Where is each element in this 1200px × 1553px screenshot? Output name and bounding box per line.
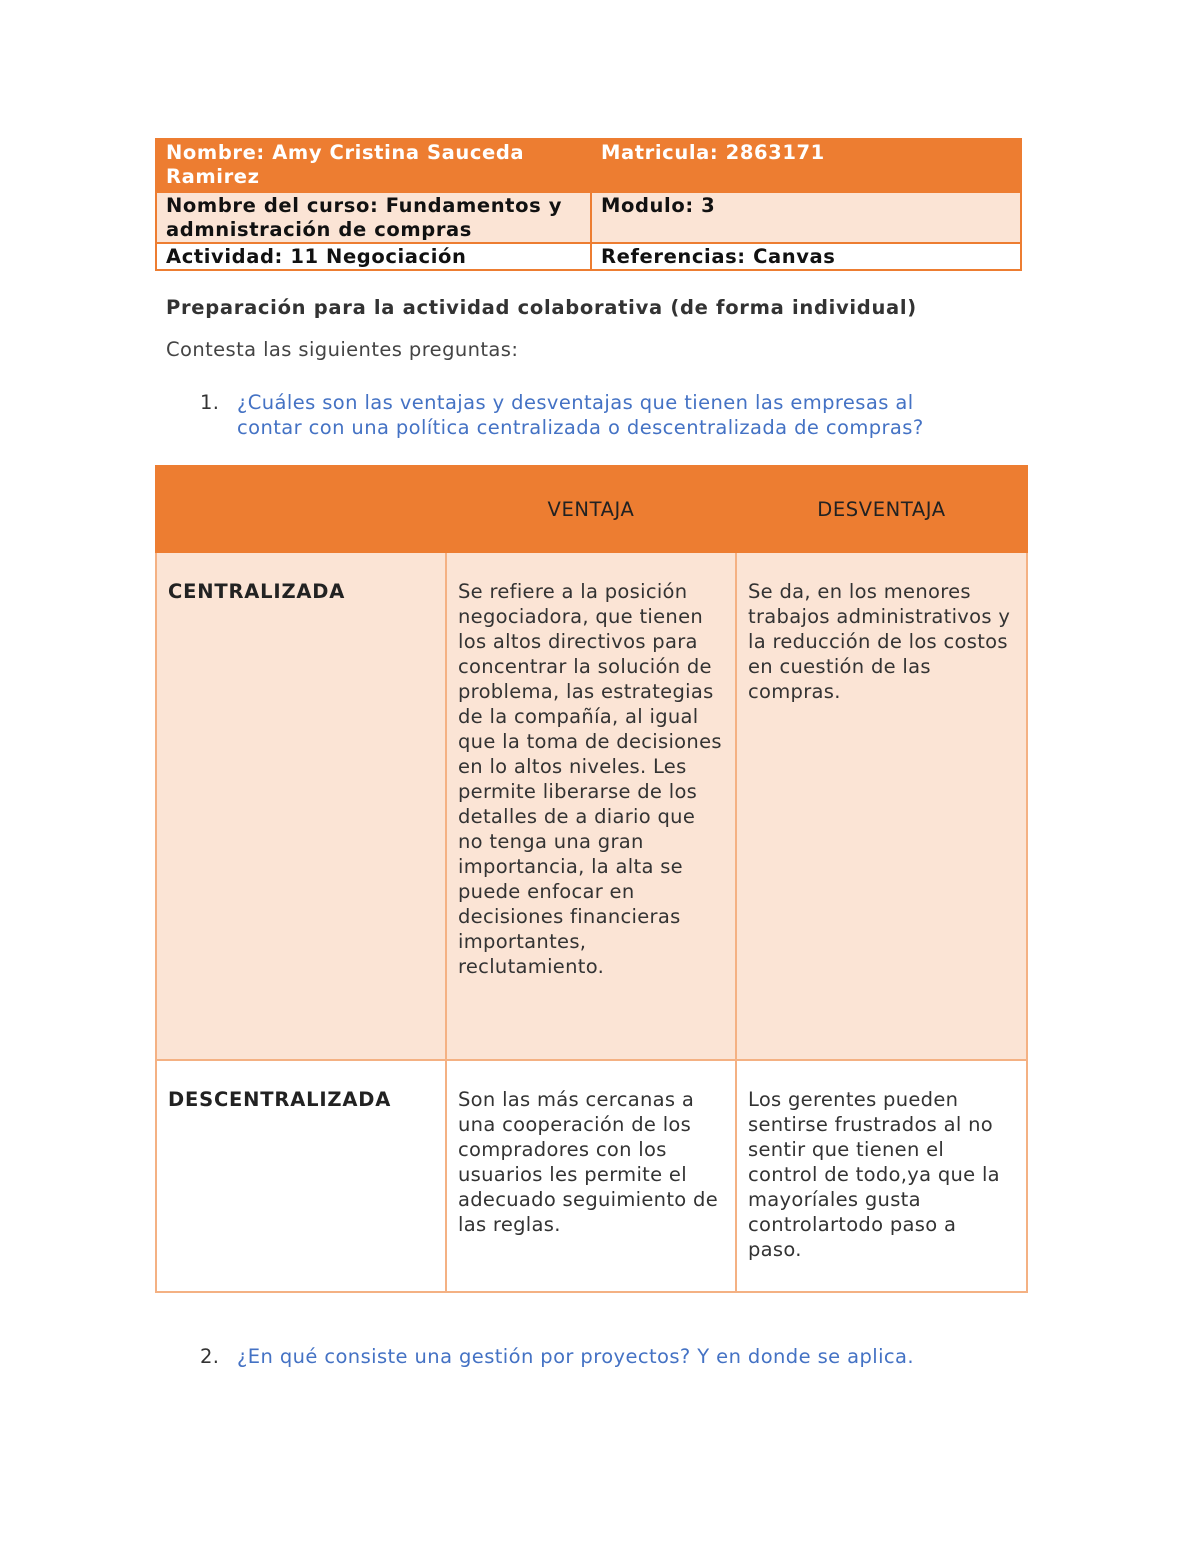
instructions-text: Contesta las siguientes preguntas: xyxy=(166,338,519,361)
info-row xyxy=(156,243,1021,270)
comparison-table xyxy=(155,465,1028,1293)
question-text: ¿Cuáles son las ventajas y desventajas que tienen las empresas al contar con una política centralizada o descentralizada de compras? xyxy=(237,391,924,439)
question-1 xyxy=(200,390,977,440)
references: Referencias: Canvas xyxy=(591,243,1021,270)
question-2 xyxy=(200,1344,977,1369)
row-label-descentralizada: DESCENTRALIZADA xyxy=(156,1060,446,1292)
table-row xyxy=(156,552,1027,1060)
course-name: Nombre del curso: Fundamentos y admnistración de compras xyxy=(156,192,591,243)
header-ventaja: VENTAJA xyxy=(446,466,736,552)
table-header-row xyxy=(156,466,1027,552)
activity-name: Actividad: 11 Negociación xyxy=(156,243,591,270)
row-label-centralizada: CENTRALIZADA xyxy=(156,552,446,1060)
student-name: Nombre: Amy Cristina Sauceda Ramirez xyxy=(156,139,591,192)
info-row xyxy=(156,139,1021,192)
module-number: Modulo: 3 xyxy=(591,192,1021,243)
question-text: ¿En qué consiste una gestión por proyectos? Y en donde se aplica. xyxy=(237,1345,914,1368)
header-desventaja: DESVENTAJA xyxy=(736,466,1027,552)
question-number: 1. xyxy=(200,391,220,414)
cell-ventaja: Se refiere a la posición negociadora, que tienen los altos directivos para concentrar la solución de problema, las estrategias de la compañía, al igual que la toma de decisiones en lo altos niveles. Les permite liberarse de los detalles de a diario que no tenga una gran importancia, la alta se puede enfocar en decisiones financieras importantes, reclutamiento. xyxy=(446,552,736,1060)
table-row xyxy=(156,1060,1027,1292)
section-title: Preparación para la actividad colaborativa (de forma individual) xyxy=(166,296,917,319)
cell-desventaja: Se da, en los menores trabajos administrativos y la reducción de los costos en cuestión de las compras. xyxy=(736,552,1027,1060)
cell-desventaja: Los gerentes pueden sentirse frustrados al no sentir que tienen el control de todo,ya que la mayoríales gusta controlartodo paso a paso. xyxy=(736,1060,1027,1292)
question-number: 2. xyxy=(200,1345,220,1368)
student-info-table xyxy=(155,138,1022,271)
cell-ventaja: Son las más cercanas a una cooperación de los compradores con los usuarios les permite el adecuado seguimiento de las reglas. xyxy=(446,1060,736,1292)
header-empty-cell xyxy=(156,466,446,552)
info-row xyxy=(156,192,1021,243)
student-id: Matricula: 2863171 xyxy=(591,139,1021,192)
